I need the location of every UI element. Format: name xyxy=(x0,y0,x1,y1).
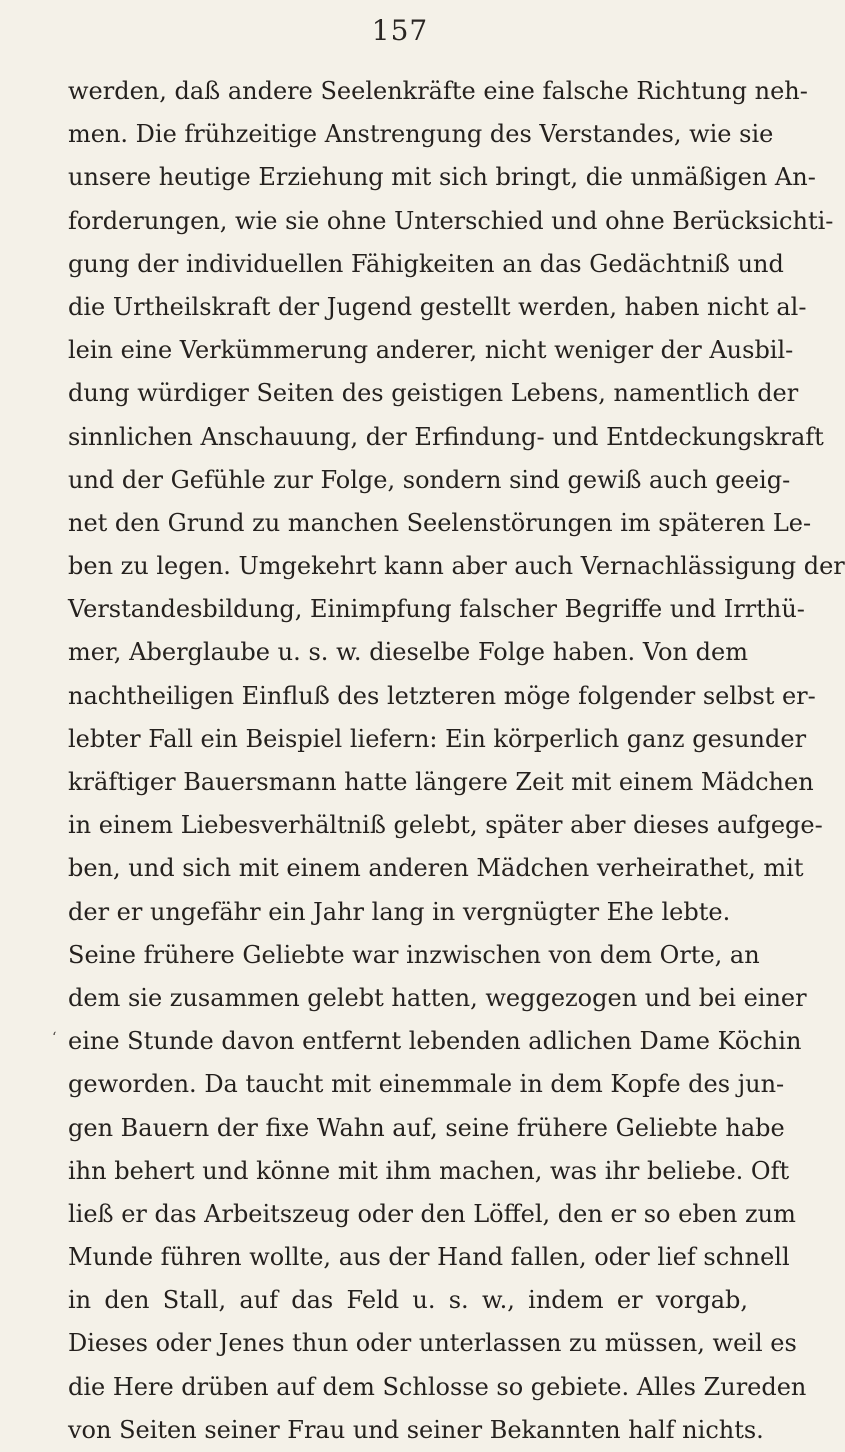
text-line: Verstandesbildung, Einimpfung falscher Begriffe und Irrthü- xyxy=(68,595,805,624)
text-line: dung würdiger Seiten des geistigen Lebens, namentlich der xyxy=(68,379,799,408)
text-line: sinnlichen Anschauung, der Erfindung- und Entdeckungskraft xyxy=(68,422,824,451)
text-line: forderungen, wie sie ohne Unterschied und ohne Berücksichti- xyxy=(68,206,834,235)
text-line: in einem Liebesverhältniß gelebt, später aber dieses aufgege- xyxy=(68,811,823,840)
text-line: men. Die frühzeitige Anstrengung des Verstandes, wie sie xyxy=(68,120,774,149)
margin-mark: ʻ xyxy=(52,1030,57,1046)
text-line: Seine frühere Geliebte war inzwischen von dem Orte, an xyxy=(68,940,760,969)
text-line: ben zu legen. Umgekehrt kann aber auch Vernachlässigung der xyxy=(68,552,845,581)
text-line: von Seiten seiner Frau und seiner Bekannten half nichts. xyxy=(68,1415,764,1444)
text-line: die Urtheilskraft der Jugend gestellt werden, haben nicht al- xyxy=(68,292,807,321)
text-line: die Here drüben auf dem Schlosse so gebiete. Alles Zureden xyxy=(68,1372,807,1401)
text-line: unsere heutige Erziehung mit sich bringt, die unmäßigen An- xyxy=(68,163,816,192)
text-line: und der Gefühle zur Folge, sondern sind gewiß auch geeig- xyxy=(68,465,791,494)
text-line: ben, und sich mit einem anderen Mädchen verheirathet, mit xyxy=(68,854,804,883)
text-line: der er ungefähr ein Jahr lang in vergnügter Ehe lebte. xyxy=(68,897,731,926)
text-line: Dieses oder Jenes thun oder unterlassen zu müssen, weil es xyxy=(68,1329,797,1358)
body-text xyxy=(68,70,845,1452)
text-line: ihn behert und könne mit ihm machen, was ihr beliebe. Oft xyxy=(68,1156,790,1185)
text-line: geworden. Da taucht mit einemmale in dem Kopfe des jun- xyxy=(68,1070,785,1099)
text-line: net den Grund zu manchen Seelenstörungen im späteren Le- xyxy=(68,508,812,537)
text-line: werden, daß andere Seelenkräfte eine falsche Richtung neh- xyxy=(68,77,808,105)
text-line: mer, Aberglaube u. s. w. dieselbe Folge haben. Von dem xyxy=(68,638,748,667)
text-line: Munde führen wollte, aus der Hand fallen, oder lief schnell xyxy=(68,1243,790,1272)
text-line: gung der individuellen Fähigkeiten an das Gedächtniß und xyxy=(68,249,784,278)
text-line: nachtheiligen Einfluß des letzteren möge folgender selbst er- xyxy=(68,681,816,710)
page-number: 157 xyxy=(371,14,429,47)
text-line: lein eine Verkümmerung anderer, nicht weniger der Ausbil- xyxy=(68,336,794,365)
text-line: gen Bauern der fixe Wahn auf, seine frühere Geliebte habe xyxy=(68,1113,785,1142)
text-line: lebter Fall ein Beispiel liefern: Ein körperlich ganz gesunder xyxy=(68,724,807,753)
text-line: eine Stunde davon entfernt lebenden adlichen Dame Köchin xyxy=(68,1027,802,1056)
text-line: kräftiger Bauersmann hatte längere Zeit mit einem Mädchen xyxy=(68,768,814,796)
text-line: ließ er das Arbeitszeug oder den Löffel, den er so eben zum xyxy=(68,1199,796,1228)
text-line: dem sie zusammen gelebt hatten, weggezogen und bei einer xyxy=(68,983,807,1012)
text-line: in den Stall, auf das Feld u. s. w., indem er vorgab, xyxy=(68,1286,748,1315)
